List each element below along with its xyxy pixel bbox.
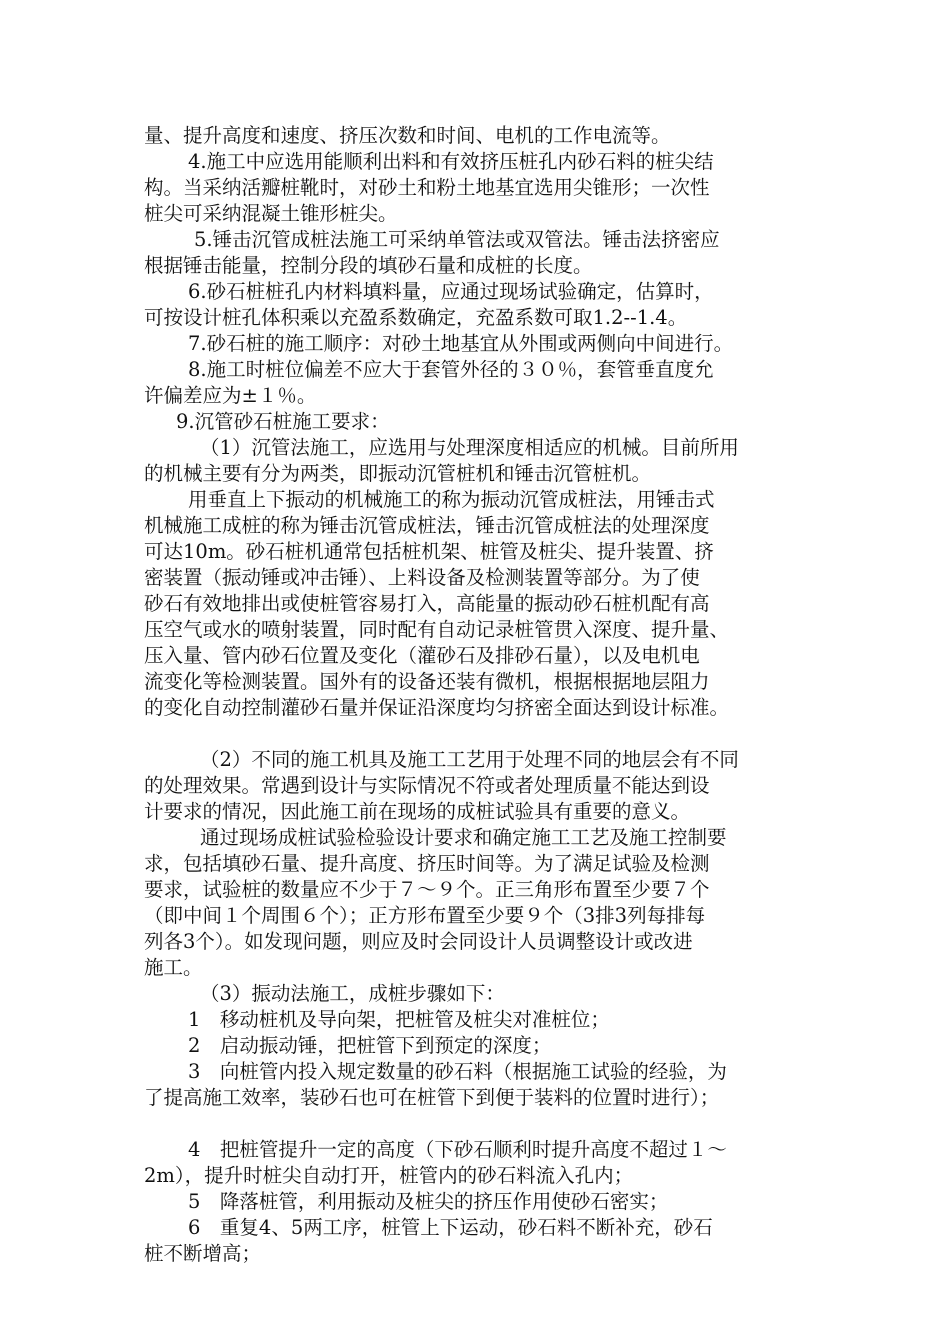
text-line: 用垂直上下振动的机械施工的称为振动沉管成桩法，用锤击式 bbox=[188, 488, 715, 511]
text-line: 压入量、管内砂石位置及变化（灌砂石及排砂石量），以及电机电 bbox=[144, 644, 700, 667]
step-item: 6 重复4、5两工序，桩管上下运动，砂石料不断补充，砂石 bbox=[188, 1216, 713, 1239]
text-line: 构。当采纳活瓣桩靴时，对砂土和粉土地基宜选用尖锥形；一次性 bbox=[144, 176, 710, 199]
section-heading: 9.沉管砂石桩施工要求： bbox=[176, 410, 390, 433]
step-item: 3 向桩管内投入规定数量的砂石料（根据施工试验的经验，为 bbox=[188, 1060, 727, 1083]
text-line: 通过现场成桩试验检验设计要求和确定施工工艺及施工控制要 bbox=[200, 826, 727, 849]
text-line: 压空气或水的喷射装置，同时配有自动记录桩管贯入深度、提升量、 bbox=[144, 618, 730, 641]
text-line: 机械施工成桩的称为锤击沉管成桩法，锤击沉管成桩法的处理深度 bbox=[144, 514, 710, 537]
text-line: 要求，试验桩的数量应不少于７～９个。正三角形布置至少要７个 bbox=[144, 878, 710, 901]
text-line: 根据锤击能量，控制分段的填砂石量和成桩的长度。 bbox=[144, 254, 593, 277]
step-item: 2 启动振动锤，把桩管下到预定的深度； bbox=[188, 1034, 552, 1057]
text-line: 求，包括填砂石量、提升高度、挤压时间等。为了满足试验及检测 bbox=[144, 852, 710, 875]
text-line: 5.锤击沉管成桩法施工可采纳单管法或双管法。锤击法挤密应 bbox=[194, 228, 720, 251]
text-line: （3）振动法施工，成桩步骤如下： bbox=[200, 982, 505, 1005]
step-item: 1 移动桩机及导向架，把桩管及桩尖对准桩位； bbox=[188, 1008, 610, 1031]
text-line: 密装置（振动锤或冲击锤）、上料设备及检测装置等部分。为了使 bbox=[144, 566, 700, 589]
text-line: 施工。 bbox=[144, 956, 203, 979]
text-line: 列各3个）。如发现问题，则应及时会同设计人员调整设计或改进 bbox=[144, 930, 693, 953]
step-item: 5 降落桩管，利用振动及桩尖的挤压作用使砂石密实； bbox=[188, 1190, 669, 1213]
text-line: 桩不断增高； bbox=[144, 1242, 262, 1265]
text-line: 的处理效果。常遇到设计与实际情况不符或者处理质量不能达到设 bbox=[144, 774, 710, 797]
text-line: 桩尖可采纳混凝土锥形桩尖。 bbox=[144, 202, 398, 225]
text-line: 的变化自动控制灌砂石量并保证沿深度均匀挤密全面达到设计标准。 bbox=[144, 696, 730, 719]
text-line: 流变化等检测装置。国外有的设备还装有微机，根据根据地层阻力 bbox=[144, 670, 710, 693]
text-line: 量、提升高度和速度、挤压次数和时间、电机的工作电流等。 bbox=[144, 124, 671, 147]
text-line: 8.施工时桩位偏差不应大于套管外径的３０％，套管垂直度允 bbox=[188, 358, 714, 381]
text-line: 计要求的情况，因此施工前在现场的成桩试验具有重要的意义。 bbox=[144, 800, 691, 823]
text-line: 可达10m。砂石桩机通常包括桩机架、桩管及桩尖、提升装置、挤 bbox=[144, 540, 714, 563]
text-line: （即中间１个周围６个）；正方形布置至少要９个（3排3列每排每 bbox=[144, 904, 706, 927]
text-line: 7.砂石桩的施工顺序：对砂土地基宜从外围或两侧向中间进行。 bbox=[188, 332, 734, 355]
text-line: 可按设计桩孔体积乘以充盈系数确定，充盈系数可取1.2--1.4。 bbox=[144, 306, 688, 329]
text-line: （1）沉管法施工，应选用与处理深度相适应的机械。目前所用 bbox=[200, 436, 739, 459]
text-line: （2）不同的施工机具及施工工艺用于处理不同的地层会有不同 bbox=[200, 748, 739, 771]
text-line: 许偏差应为±１％。 bbox=[144, 384, 317, 407]
text-line: 了提高施工效率，装砂石也可在桩管下到便于装料的位置时进行）； bbox=[144, 1086, 720, 1109]
step-item: 4 把桩管提升一定的高度（下砂石顺利时提升高度不超过１～ bbox=[188, 1138, 727, 1161]
text-line: 4.施工中应选用能顺利出料和有效挤压桩孔内砂石料的桩尖结 bbox=[188, 150, 714, 173]
text-line: 砂石有效地排出或使桩管容易打入，高能量的振动砂石桩机配有高 bbox=[144, 592, 710, 615]
text-line: 的机械主要有分为两类，即振动沉管桩机和锤击沉管桩机。 bbox=[144, 462, 652, 485]
text-line: 2m），提升时桩尖自动打开，桩管内的砂石料流入孔内； bbox=[144, 1164, 634, 1187]
text-line: 6.砂石桩桩孔内材料填料量，应通过现场试验确定，估算时， bbox=[188, 280, 714, 303]
